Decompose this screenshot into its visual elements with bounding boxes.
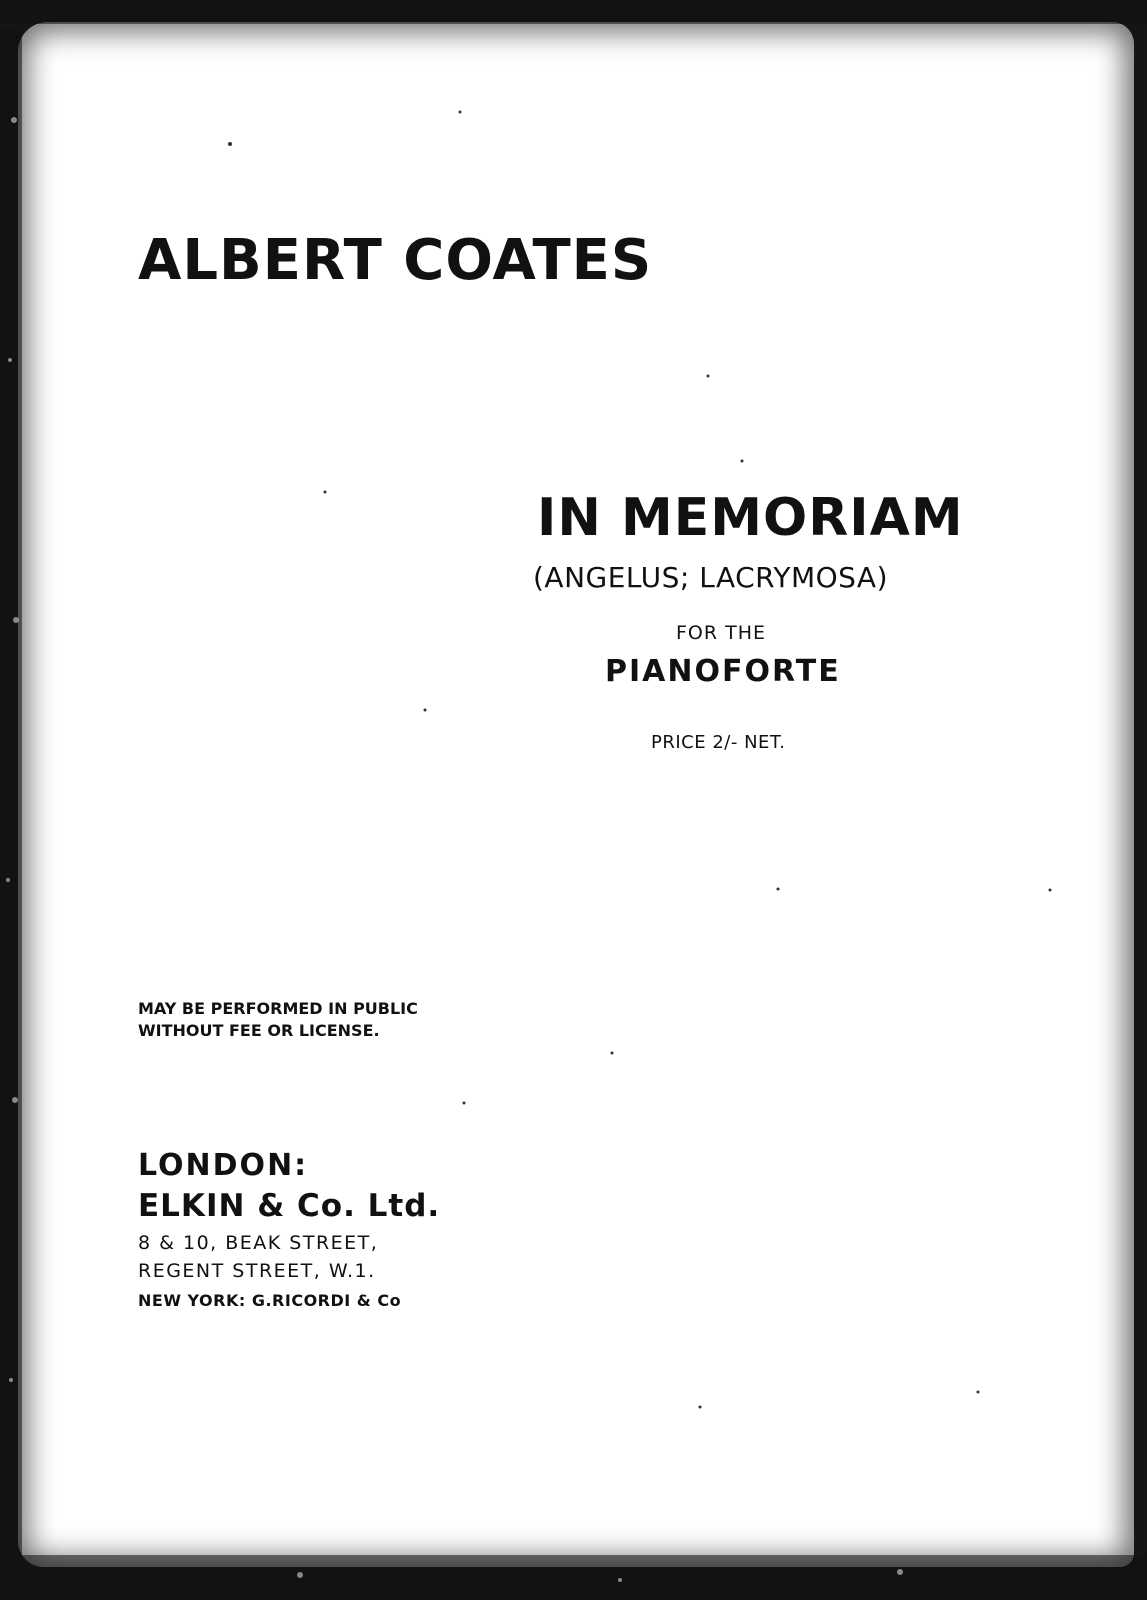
publisher-address-line2: REGENT STREET, W.1. xyxy=(138,1260,376,1282)
publisher-name: ELKIN & Co. Ltd. xyxy=(138,1188,441,1224)
instrument-name: PIANOFORTE xyxy=(605,654,841,689)
performance-note-line1: MAY BE PERFORMED IN PUBLIC xyxy=(138,999,418,1018)
composer-name: ALBERT COATES xyxy=(138,228,653,293)
work-title: IN MEMORIAM xyxy=(537,488,964,548)
work-subtitle: (ANGELUS; LACRYMOSA) xyxy=(533,561,889,594)
publisher-address-line3: NEW YORK: G.RICORDI & Co xyxy=(138,1291,402,1310)
price-label: PRICE 2/- NET. xyxy=(651,732,786,753)
performance-note-line2: WITHOUT FEE OR LICENSE. xyxy=(138,1021,380,1040)
publisher-address-line1: 8 & 10, BEAK STREET, xyxy=(138,1232,379,1254)
publisher-city: LONDON: xyxy=(138,1148,309,1183)
for-the-label: FOR THE xyxy=(676,622,767,644)
